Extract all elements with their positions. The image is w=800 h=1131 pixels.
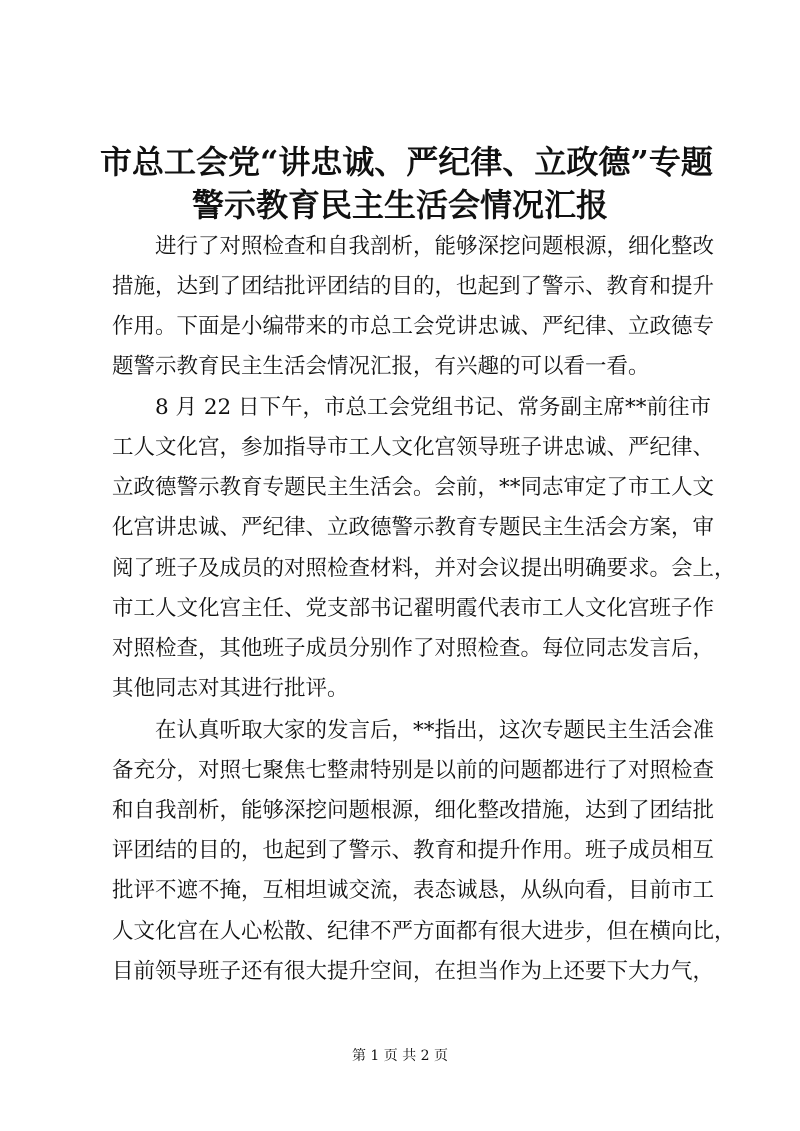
paragraph-line: 对照检查，其他班子成员分别作了对照检查。每位同志发言后， <box>112 636 715 661</box>
paragraph-line: 阅了班子及成员的对照检查材料，并对会议提出明确要求。会上， <box>112 556 736 581</box>
paragraph-line: 其他同志对其进行批评。 <box>112 676 349 701</box>
paragraph-line: 作用。下面是小编带来的市总工会党讲忠诚、严纪律、立政德专 <box>112 314 715 339</box>
document-title-line-1: 市总工会党“讲忠诚、严纪律、立政德”专题 <box>100 143 713 181</box>
paragraph-line: 评团结的目的，也起到了警示、教育和提升作用。班子成员相互 <box>112 838 715 863</box>
paragraph-line: 人文化宫在人心松散、纪律不严方面都有很大进步，但在横向比， <box>112 919 736 944</box>
paragraph-line: 题警示教育民主生活会情况汇报，有兴趣的可以看一看。 <box>112 354 650 379</box>
paragraph-line: 化宫讲忠诚、严纪律、立政德警示教育专题民主生活会方案，审 <box>112 515 715 540</box>
paragraph-line: 目前领导班子还有很大提升空间，在担当作为上还要下大力气， <box>112 959 715 984</box>
paragraph-line: 8 月 22 日下午，市总工会党组书记、常务副主席**前往市 <box>155 395 712 420</box>
paragraph-line: 批评不遮不掩，互相坦诚交流，表态诚恳，从纵向看，目前市工 <box>112 878 715 903</box>
paragraph-line: 市工人文化宫主任、党支部书记翟明霞代表市工人文化宫班子作 <box>112 596 715 621</box>
paragraph-line: 工人文化宫，参加指导市工人文化宫领导班子讲忠诚、严纪律、 <box>112 435 715 460</box>
paragraph-line: 和自我剖析，能够深挖问题根源，细化整改措施，达到了团结批 <box>112 798 715 823</box>
document-title-line-2: 警示教育民主生活会情况汇报 <box>191 186 608 224</box>
paragraph-line: 进行了对照检查和自我剖析，能够深挖问题根源，细化整改 <box>155 234 715 259</box>
paragraph-line: 备充分，对照七聚焦七整肃特别是以前的问题都进行了对照检查 <box>112 758 715 783</box>
paragraph-line: 在认真听取大家的发言后，**指出，这次专题民主生活会准 <box>155 718 715 743</box>
page-footer: 第 1 页 共 2 页 <box>351 1048 449 1064</box>
paragraph-line: 措施，达到了团结批评团结的目的，也起到了警示、教育和提升 <box>112 274 715 299</box>
paragraph-line: 立政德警示教育专题民主生活会。会前，**同志审定了市工人文 <box>112 475 715 500</box>
